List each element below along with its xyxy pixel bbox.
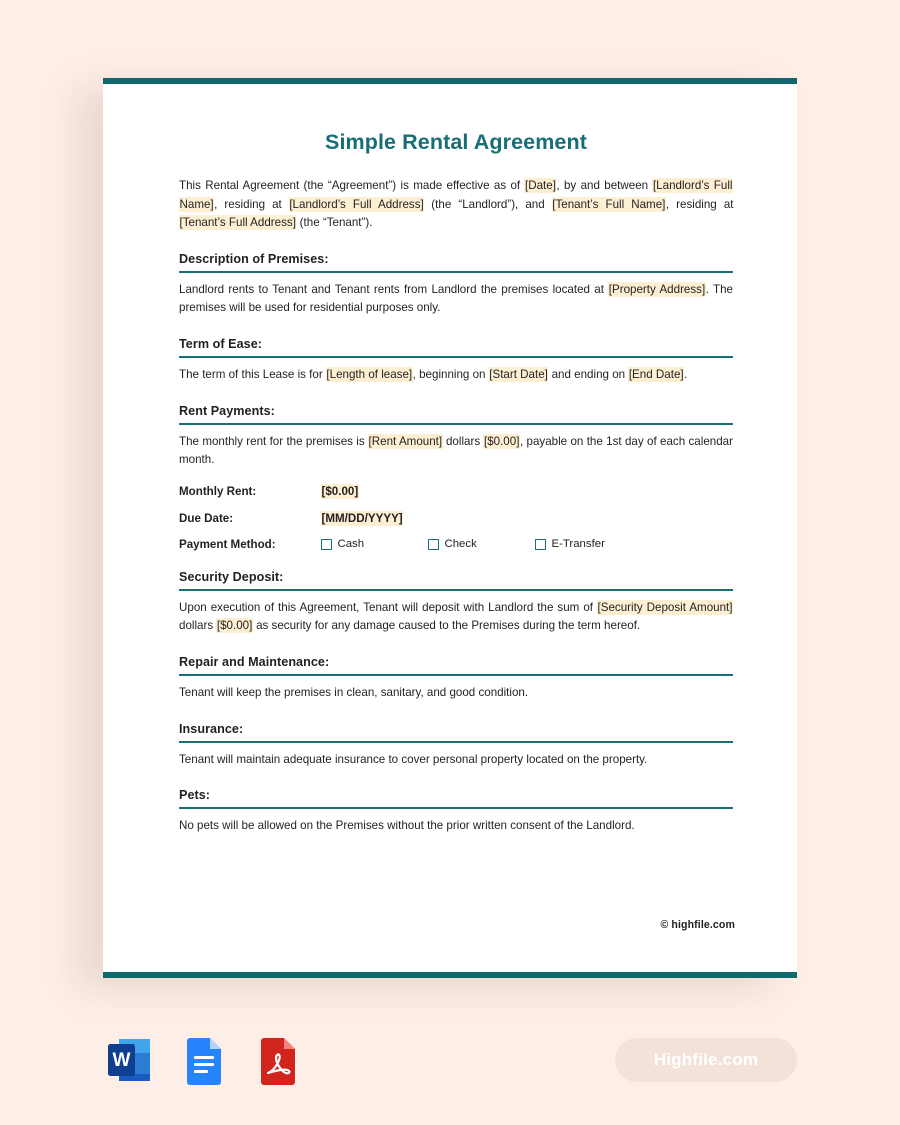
rental-agreement-document <box>103 78 797 978</box>
section-rent-payments <box>179 404 733 551</box>
choice-e-transfer[interactable] <box>535 538 642 550</box>
section-repair-and-maintenance <box>179 655 733 703</box>
choice-label: Cash <box>337 538 365 551</box>
section-heading: Security Deposit: <box>179 569 284 584</box>
field-security-deposit-dollars[interactable]: [$0.00] <box>216 619 253 633</box>
pdf-icon[interactable] <box>251 1032 307 1088</box>
field-property-address[interactable]: [Property Address] <box>608 282 706 296</box>
section-body <box>179 599 733 636</box>
rent-text-1: The monthly rent for the premises is <box>179 434 369 448</box>
field-rent-dollars[interactable]: [$0.00] <box>483 434 520 448</box>
section-body: No pets will be allowed on the Premises without the prior written consent of the Landlord. <box>179 819 635 833</box>
premises-text-1: Landlord rents to Tenant and Tenant rents from Landlord the premises located at <box>179 282 609 296</box>
intro-text-3: , residing at <box>214 197 289 211</box>
rent-text-3: , payable on the 1st day of each calendar month. <box>179 434 733 467</box>
row-due-date <box>179 511 733 526</box>
section-body <box>179 281 733 318</box>
section-body: Tenant will maintain adequate insurance to cover personal property located on the property. <box>179 752 648 766</box>
section-security-deposit <box>179 570 733 636</box>
field-landlord-name[interactable]: [Landlord’s Full Name] <box>179 179 733 211</box>
page-title: Simple Rental Agreement <box>325 130 587 154</box>
section-pets <box>179 788 733 836</box>
checkbox-icon[interactable] <box>428 539 439 550</box>
section-divider <box>179 271 733 273</box>
copyright-credit: © highfile.com <box>660 919 735 931</box>
checkbox-icon[interactable] <box>321 539 332 550</box>
google-docs-icon[interactable] <box>177 1032 233 1088</box>
svg-text:W: W <box>112 1050 131 1071</box>
section-divider <box>179 356 733 358</box>
section-term-of-ease <box>179 337 733 385</box>
section-body <box>179 433 733 470</box>
field-security-deposit-amount[interactable]: [Security Deposit Amount] <box>597 600 733 614</box>
term-text-4: . <box>684 367 688 381</box>
intro-text-4: (the “Landlord”), and <box>424 197 552 211</box>
due-date-label: Due Date: <box>179 511 234 525</box>
field-landlord-address[interactable]: [Landlord’s Full Address] <box>289 197 424 211</box>
section-heading: Description of Premises: <box>179 251 329 266</box>
section-heading: Rent Payments: <box>179 403 275 418</box>
term-text-1: The term of this Lease is for <box>179 367 326 381</box>
brand-pill[interactable] <box>615 1038 797 1082</box>
due-date-value[interactable]: [MM/DD/YYYY] <box>321 511 403 525</box>
field-start-date[interactable]: [Start Date] <box>489 367 548 381</box>
premises-text-2: . The premises will be used for residential purposes only. <box>179 282 733 315</box>
field-rent-amount[interactable]: [Rent Amount] <box>368 434 443 448</box>
section-divider <box>179 423 733 425</box>
field-end-date[interactable]: [End Date] <box>628 367 684 381</box>
section-heading: Term of Ease: <box>179 336 263 351</box>
section-description-of-premises <box>179 252 733 318</box>
field-length-of-lease[interactable]: [Length of lease] <box>326 367 413 381</box>
deposit-text-2: dollars <box>179 619 217 633</box>
row-monthly-rent <box>179 484 733 499</box>
intro-text-6: (the “Tenant”). <box>296 216 373 230</box>
row-payment-method <box>179 538 733 551</box>
monthly-rent-value[interactable]: [$0.00] <box>321 484 359 498</box>
payment-method-choices <box>321 538 642 550</box>
monthly-rent-label: Monthly Rent: <box>179 484 257 498</box>
bottom-bar <box>0 1026 900 1096</box>
section-body <box>179 366 733 385</box>
section-divider <box>179 589 733 591</box>
section-body: Tenant will keep the premises in clean, sanitary, and good condition. <box>179 685 529 699</box>
intro-text-5: , residing at <box>665 197 734 211</box>
rent-text-2: dollars <box>442 434 484 448</box>
payment-method-label: Payment Method: <box>179 537 276 551</box>
section-divider <box>179 807 733 809</box>
section-divider <box>179 674 733 676</box>
section-heading: Pets: <box>179 788 211 803</box>
checkbox-icon[interactable] <box>535 539 546 550</box>
term-text-2: , beginning on <box>412 367 489 381</box>
choice-label: E-Transfer <box>551 538 605 551</box>
intro-text-1: This Rental Agreement (the “Agreement”) is made effective as of <box>179 179 525 192</box>
section-divider <box>179 741 733 743</box>
section-insurance <box>179 722 733 770</box>
deposit-text-3: as security for any damage caused to the Premises during the term hereof. <box>252 619 641 633</box>
section-heading: Repair and Maintenance: <box>179 654 330 669</box>
file-format-icons <box>103 1032 307 1088</box>
choice-cash[interactable] <box>321 538 428 550</box>
rent-field-rows <box>179 484 733 551</box>
brand-pill-label: Highfile.com <box>653 1050 759 1069</box>
choice-label: Check <box>444 538 477 551</box>
microsoft-word-icon[interactable] <box>103 1032 159 1088</box>
field-tenant-address[interactable]: [Tenant’s Full Address] <box>179 216 296 230</box>
field-date[interactable]: [Date] <box>524 179 556 192</box>
document-body <box>179 130 733 836</box>
term-text-3: and ending on <box>548 367 629 381</box>
intro-text-2: , by and between <box>556 179 653 192</box>
choice-check[interactable] <box>428 538 535 550</box>
section-heading: Insurance: <box>179 721 244 736</box>
deposit-text-1: Upon execution of this Agreement, Tenant will deposit with Landlord the sum of <box>179 600 598 614</box>
intro-paragraph <box>179 177 733 233</box>
field-tenant-name[interactable]: [Tenant’s Full Name] <box>552 197 666 211</box>
